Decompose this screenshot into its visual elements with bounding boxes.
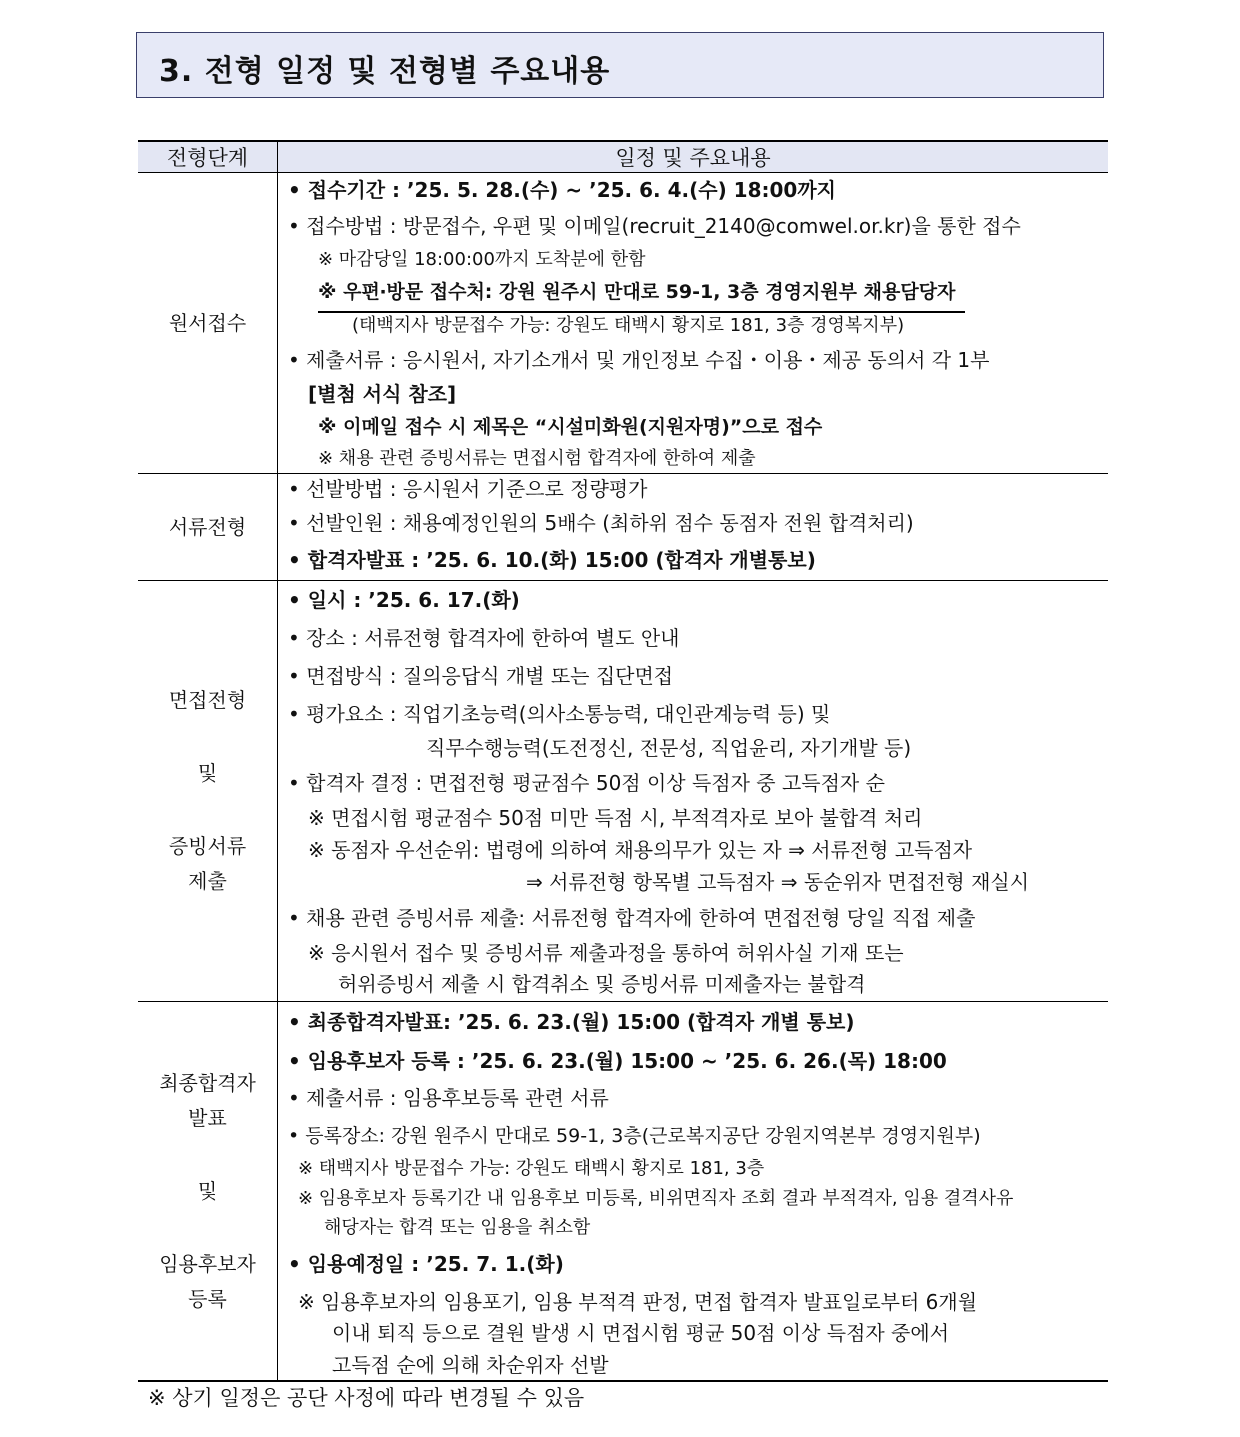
note-line: ※ 임용후보자 등록기간 내 임용후보 미등록, 비위면직자 조회 결과 부적격자, 임용 결격사유 <box>298 1188 1014 1209</box>
content-line: [별첨 서식 참조] <box>308 382 457 406</box>
stage-cell <box>138 173 278 474</box>
content-line: • 접수기간 : ’25. 5. 28.(수) ~ ’25. 6. 4.(수) 18:00까지 <box>288 178 836 202</box>
stage-label: 제출 <box>188 869 227 893</box>
table-row <box>138 474 1108 581</box>
content-line: • 합격자 결정 : 면접전형 평균점수 50점 이상 득점자 중 고득점자 순 <box>288 771 885 795</box>
note-line: (태백지사 방문접수 가능: 강원도 태백시 황지로 181, 3층 경영복지부) <box>352 315 905 336</box>
note-line: ※ 채용 관련 증빙서류는 면접시험 합격자에 한하여 제출 <box>318 448 756 469</box>
stage-label: 면접전형 <box>168 688 247 712</box>
content-line: • 장소 : 서류전형 합격자에 한하여 별도 안내 <box>288 626 680 650</box>
content-cell <box>278 173 1109 474</box>
stage-cell <box>138 581 278 1002</box>
content-line: • 임용예정일 : ’25. 7. 1.(화) <box>288 1252 564 1276</box>
content-line: • 채용 관련 증빙서류 제출: 서류전형 합격자에 한하여 면접전형 당일 직접 제출 <box>288 906 976 930</box>
stage-label: 및 <box>197 761 218 785</box>
content-cell <box>278 1002 1109 1382</box>
content-cell <box>278 474 1109 581</box>
content-line: • 선발방법 : 응시원서 기준으로 정량평가 <box>288 477 648 501</box>
content-line: • 제출서류 : 임용후보등록 관련 서류 <box>288 1086 609 1110</box>
stage-label: 증빙서류 <box>168 834 247 858</box>
note-line: 이내 퇴직 등으로 결원 발생 시 면접시험 평균 50점 이상 득점자 중에서 <box>332 1321 950 1345</box>
stage-label: 원서접수 <box>168 310 247 335</box>
content-line: • 평가요소 : 직업기초능력(의사소통능력, 대인관계능력 등) 및 <box>288 702 831 726</box>
content-line: • 등록장소: 강원 원주시 만대로 59-1, 3층(근로복지공단 강원지역본부 경영지원부) <box>288 1125 981 1147</box>
content-line: • 합격자발표 : ’25. 6. 10.(화) 15:00 (합격자 개별통보) <box>288 548 816 572</box>
content-line: • 면접방식 : 질의응답식 개별 또는 집단면접 <box>288 664 674 688</box>
content-line: • 일시 : ’25. 6. 17.(화) <box>288 588 520 612</box>
note-line: 해당자는 합격 또는 임용을 취소함 <box>324 1217 591 1238</box>
content-cell <box>278 581 1109 1002</box>
note-line: 고득점 순에 의해 차순위자 선발 <box>332 1353 609 1377</box>
note-line: ※ 동점자 우선순위: 법령에 의하여 채용의무가 있는 자 ⇒ 서류전형 고득점자 <box>308 838 973 862</box>
footer-note: ※ 상기 일정은 공단 사정에 따라 변경될 수 있음 <box>148 1386 585 1410</box>
content-line: • 접수방법 : 방문접수, 우편 및 이메일(recruit_2140@comwel.or.kr)을 통한 접수 <box>288 214 1021 238</box>
table-row <box>138 581 1108 1002</box>
note-line: ⇒ 서류전형 항목별 고득점자 ⇒ 동순위자 면접전형 재실시 <box>526 870 1030 894</box>
section-title-box <box>136 32 1104 98</box>
stage-label: 및 <box>197 1178 218 1203</box>
content-line: • 제출서류 : 응시원서, 자기소개서 및 개인정보 수집・이용・제공 동의서 각 1부 <box>288 348 990 372</box>
stage-label: 등록 <box>188 1286 227 1311</box>
content-line: • 임용후보자 등록 : ’25. 6. 23.(월) 15:00 ~ ’25. 6. 26.(목) 18:00 <box>288 1049 947 1073</box>
note-line: ※ 응시원서 접수 및 증빙서류 제출과정을 통하여 허위사실 기재 또는 <box>308 941 904 965</box>
note-line: ※ 임용후보자의 임용포기, 임용 부적격 판정, 면접 합격자 발표일로부터 6개월 <box>298 1290 978 1314</box>
stage-label: 최종합격자 <box>159 1070 256 1095</box>
note-line-emphasis: ※ 우편‧방문 접수처: 강원 원주시 만대로 59-1, 3층 경영지원부 채용담당자 <box>278 273 1108 313</box>
note-line: ※ 태백지사 방문접수 가능: 강원도 태백시 황지로 181, 3층 <box>298 1158 765 1179</box>
header-content: 일정 및 주요내용 <box>278 141 1109 173</box>
stage-label: 서류전형 <box>168 514 247 539</box>
stage-cell <box>138 474 278 581</box>
schedule-table <box>138 140 1108 1382</box>
table-row <box>138 1002 1108 1382</box>
stage-label: 임용후보자 <box>159 1251 256 1276</box>
content-line: • 선발인원 : 채용예정인원의 5배수 (최하위 점수 동점자 전원 합격처리) <box>288 511 914 535</box>
table-row <box>138 173 1108 474</box>
note-line: 허위증빙서 제출 시 합격취소 및 증빙서류 미제출자는 불합격 <box>338 972 866 996</box>
note-line: ※ 면접시험 평균점수 50점 미만 득점 시, 부적격자로 보아 불합격 처리 <box>308 806 923 830</box>
section-title: 3. 전형 일정 및 전형별 주요내용 <box>159 54 611 89</box>
note-line-emphasis: ※ 이메일 접수 시 제목은 “시설미화원(지원자명)”으로 접수 <box>318 416 823 438</box>
stage-label: 발표 <box>188 1105 227 1130</box>
header-stage: 전형단계 <box>138 141 278 173</box>
content-line: 직무수행능력(도전정신, 전문성, 직업윤리, 자기개발 등) <box>426 736 912 760</box>
stage-cell <box>138 1002 278 1382</box>
content-line: • 최종합격자발표: ’25. 6. 23.(월) 15:00 (합격자 개별 통보) <box>288 1010 855 1034</box>
note-line: ※ 마감당일 18:00:00까지 도착분에 한함 <box>318 249 646 270</box>
